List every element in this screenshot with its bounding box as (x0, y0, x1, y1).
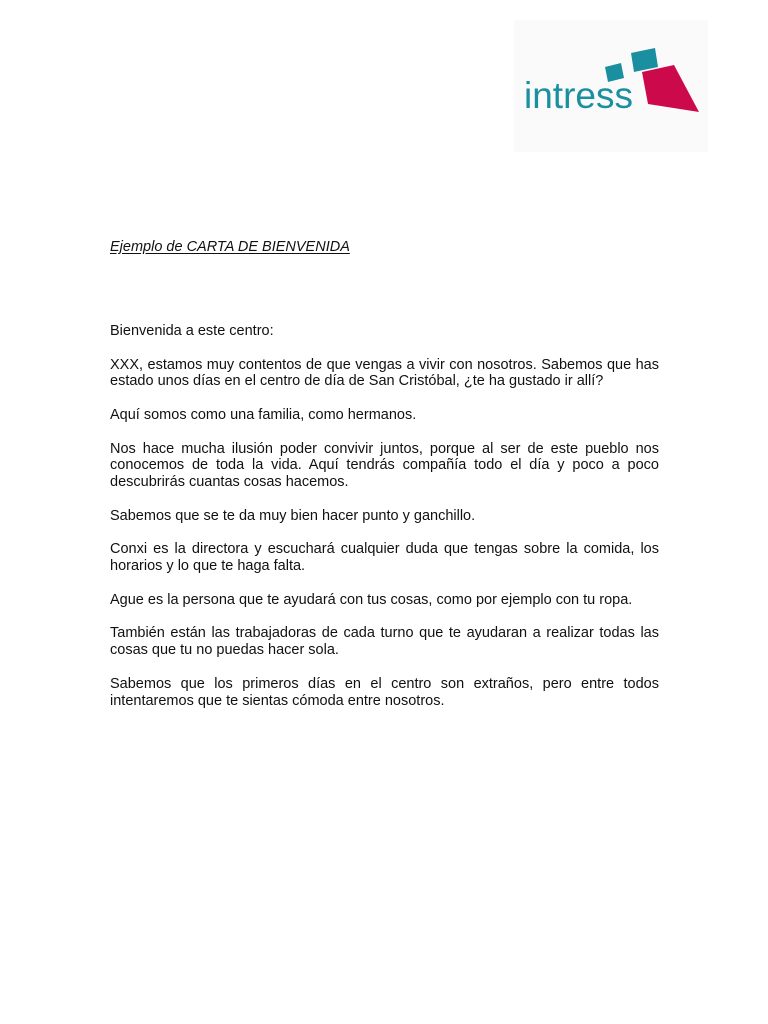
intress-logo-icon (514, 20, 708, 152)
paragraph: Sabemos que los primeros días en el centro son extraños, pero entre todos intentaremos que te sientas cómoda entre nosotros. (110, 675, 659, 709)
paragraph: Sabemos que se te da muy bien hacer punto y ganchillo. (110, 507, 476, 524)
paragraph: XXX, estamos muy contentos de que vengas a vivir con nosotros. Sabemos que has estado unos días en el centro de día de San Cristóbal, ¿te ha gustado ir allí? (110, 356, 659, 390)
logo-large-square (631, 48, 658, 72)
greeting: Bienvenida a este centro: (110, 323, 274, 339)
paragraph: Nos hace mucha ilusión poder convivir juntos, porque al ser de este pueblo nos conocemos de toda la vida. Aquí tendrás compañía todo el día y poco a poco descubrirás cuantas cosas hacemos. (110, 440, 659, 491)
paragraph: Aquí somos como una familia, como hermanos. (110, 406, 417, 423)
paragraph: Ague es la persona que te ayudará con tus cosas, como por ejemplo con tu ropa. (110, 591, 633, 608)
paragraph: Conxi es la directora y escuchará cualquier duda que tengas sobre la comida, los horarios y lo que te haga falta. (110, 541, 659, 575)
letter-body (110, 323, 659, 709)
paragraph: También están las trabajadoras de cada turno que te ayudaran a realizar todas las cosas que tu no puedas hacer sola. (110, 625, 659, 659)
document-title: Ejemplo de CARTA DE BIENVENIDA (110, 239, 350, 255)
logo-wordmark: intress (524, 75, 633, 116)
intress-logo (514, 20, 708, 152)
logo-magenta-shape (642, 65, 699, 112)
